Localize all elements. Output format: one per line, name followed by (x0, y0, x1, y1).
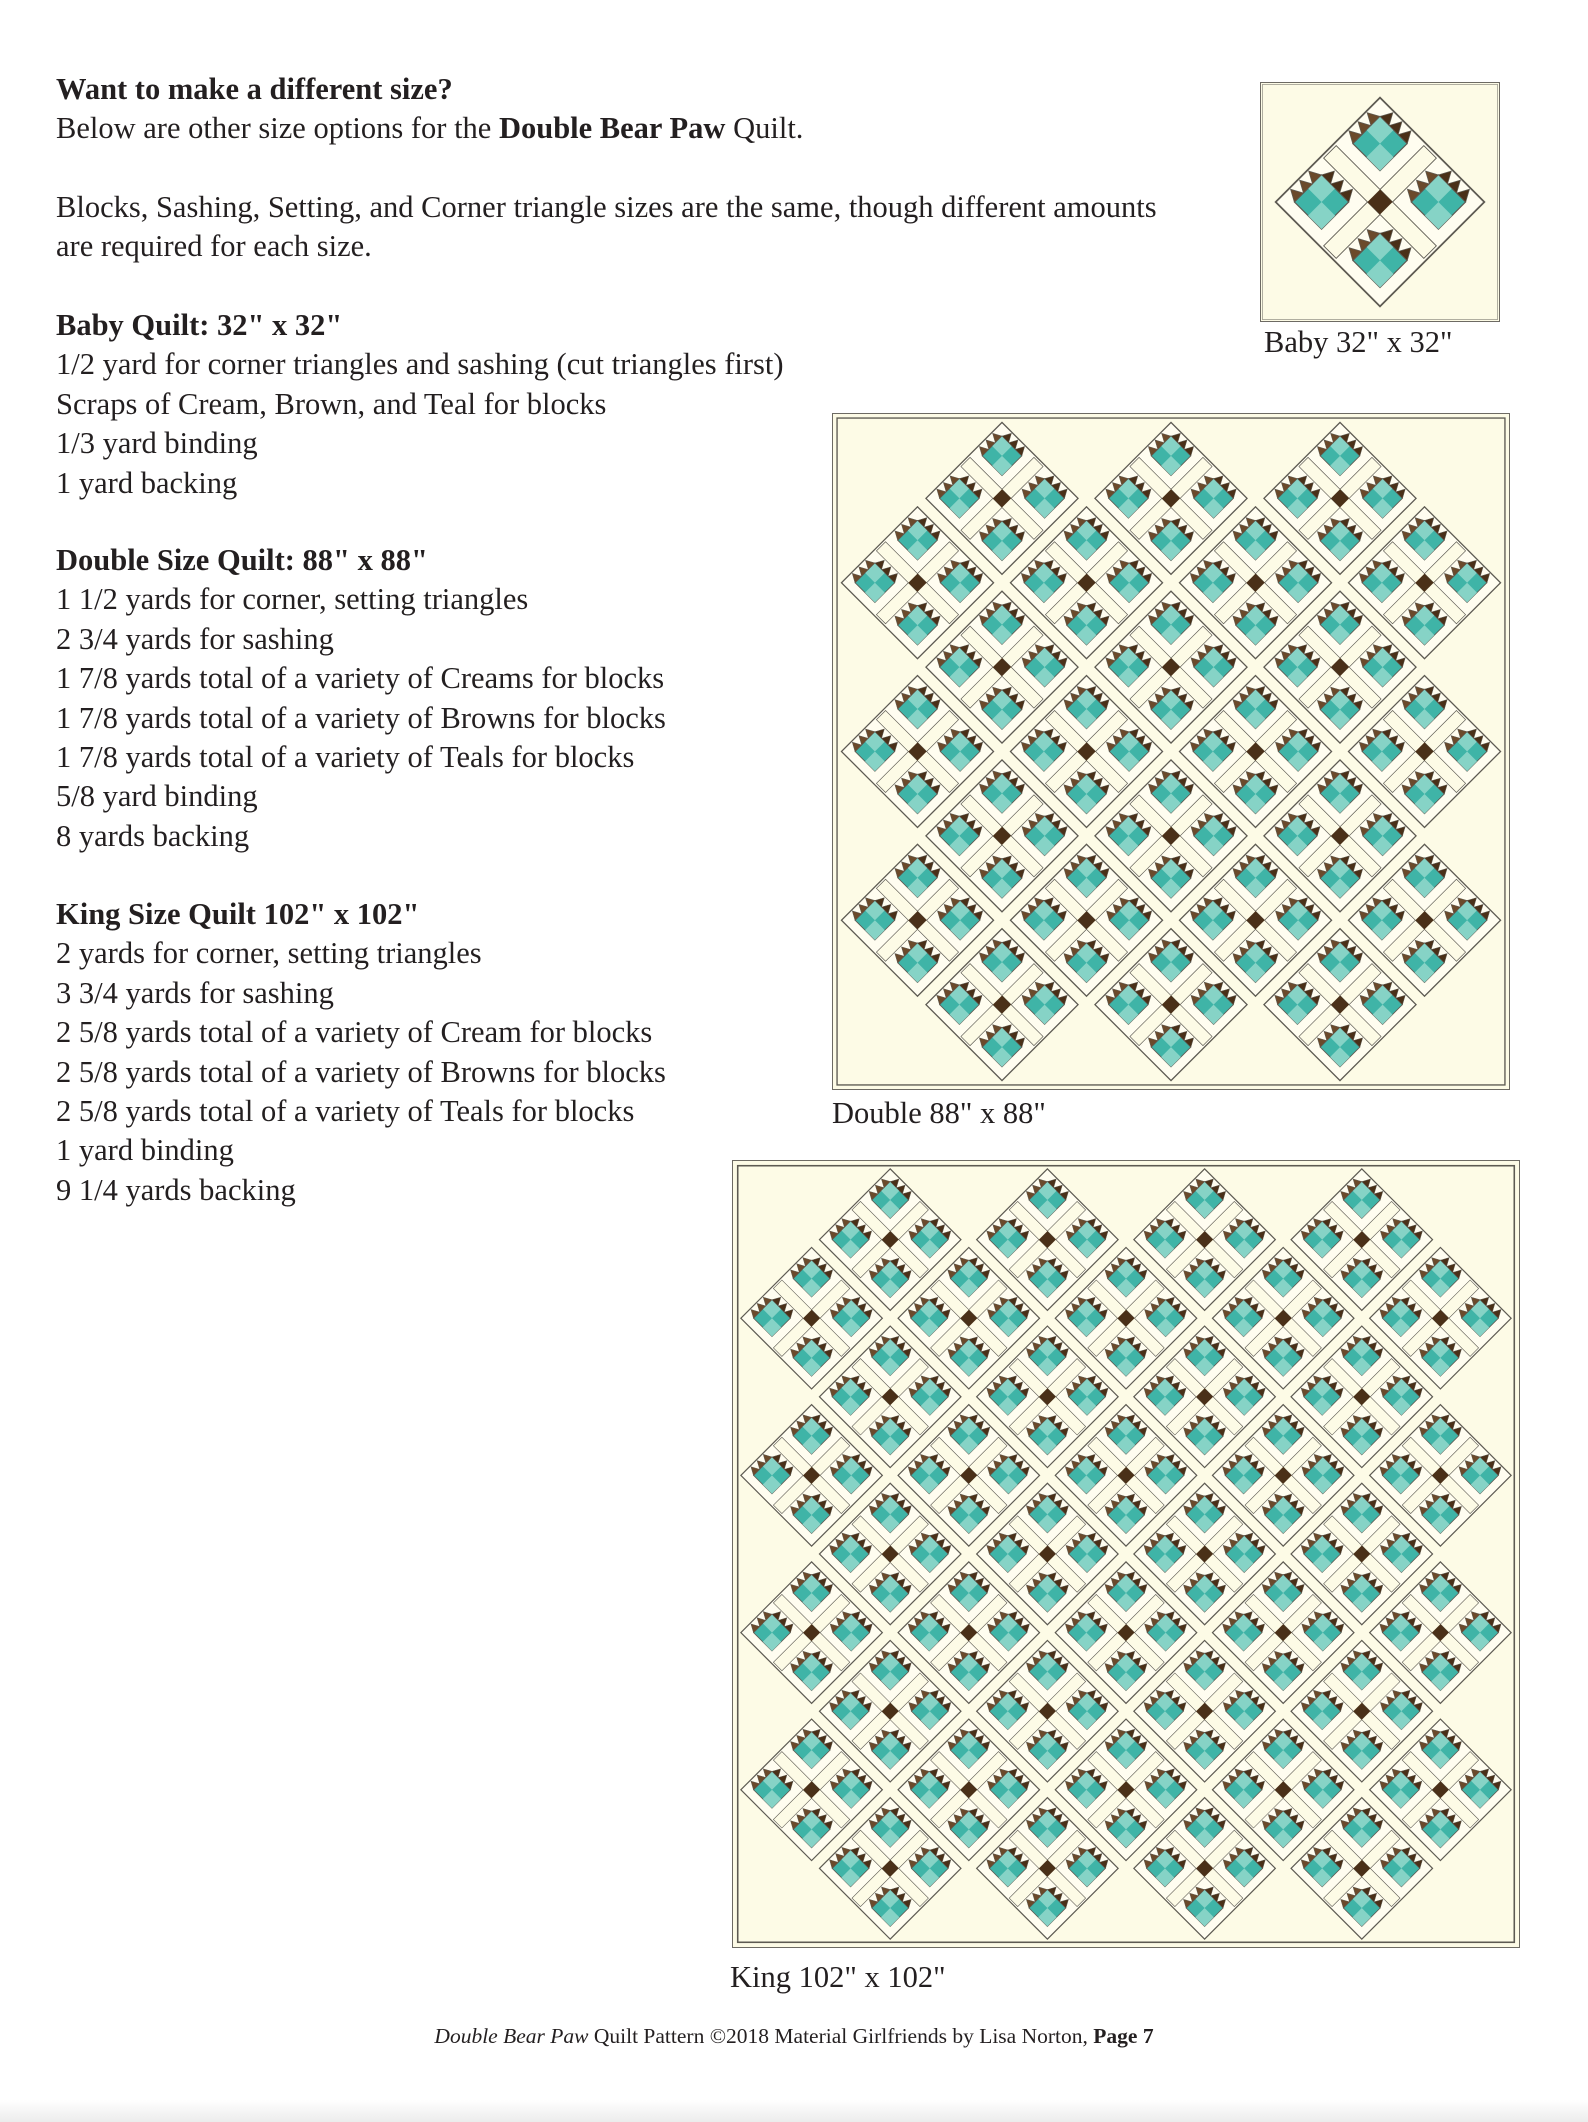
king-section (56, 895, 666, 1210)
double-quilt-svg (833, 414, 1509, 1089)
list-item: 1 yard backing (56, 465, 238, 500)
list-item: 1 7/8 yards total of a variety of Browns for blocks (56, 700, 666, 735)
list-item: 3 3/4 yards for sashing (56, 975, 334, 1010)
baby-caption: Baby 32" x 32" (1264, 325, 1453, 359)
list-item: 1/3 yard binding (56, 426, 258, 461)
footer-pattern-name: Double Bear Paw (434, 2024, 589, 2048)
king-caption: King 102" x 102" (730, 1960, 946, 1994)
page-footer (0, 2024, 1588, 2049)
list-item: 2 3/4 yards for sashing (56, 621, 334, 656)
list-item: 2 5/8 yards total of a variety of Browns for blocks (56, 1054, 666, 1089)
double-caption: Double 88" x 88" (832, 1096, 1046, 1130)
list-item: 1 7/8 yards total of a variety of Teals for blocks (56, 740, 635, 775)
double-title: Double Size Quilt: 88" x 88" (56, 543, 428, 577)
list-item: 2 5/8 yards total of a variety of Teals for blocks (56, 1094, 635, 1129)
intro-block (56, 70, 803, 149)
baby-title: Baby Quilt: 32" x 32" (56, 308, 343, 342)
intro-line: Below are other size options for the Double Bear Paw Quilt. (56, 111, 804, 146)
list-item: 2 5/8 yards total of a variety of Cream for blocks (56, 1015, 653, 1050)
baby-quilt-illustration (1260, 82, 1500, 322)
list-item: 9 1/4 yards backing (56, 1172, 296, 1207)
baby-quilt-svg (1261, 83, 1499, 321)
list-item: 1 yard binding (56, 1133, 234, 1168)
page-edge (0, 2100, 1588, 2122)
baby-section (56, 306, 784, 503)
list-item: 5/8 yard binding (56, 779, 258, 814)
king-title: King Size Quilt 102" x 102" (56, 897, 420, 931)
double-section (56, 541, 666, 856)
page-number: Page 7 (1093, 2024, 1154, 2048)
list-item: 1 7/8 yards total of a variety of Creams for blocks (56, 661, 665, 696)
list-item: 2 yards for corner, setting triangles (56, 936, 482, 971)
king-quilt-svg (733, 1161, 1519, 1947)
double-quilt-illustration (832, 413, 1510, 1090)
list-item: Scraps of Cream, Brown, and Teal for blocks (56, 386, 607, 421)
king-quilt-illustration (732, 1160, 1520, 1948)
note-block (56, 188, 1157, 267)
note-line-1: Blocks, Sashing, Setting, and Corner triangle sizes are the same, though different amounts (56, 190, 1157, 224)
list-item: 8 yards backing (56, 818, 250, 853)
list-item: 1/2 yard for corner triangles and sashing (cut triangles first) (56, 347, 784, 382)
pattern-name: Double Bear Paw (498, 111, 726, 146)
list-item: 1 1/2 yards for corner, setting triangles (56, 582, 529, 617)
note-line-2: are required for each size. (56, 229, 372, 264)
page-title: Want to make a different size? (56, 72, 453, 106)
footer-text: Quilt Pattern ©2018 Material Girlfriends by Lisa Norton, (588, 2024, 1094, 2048)
